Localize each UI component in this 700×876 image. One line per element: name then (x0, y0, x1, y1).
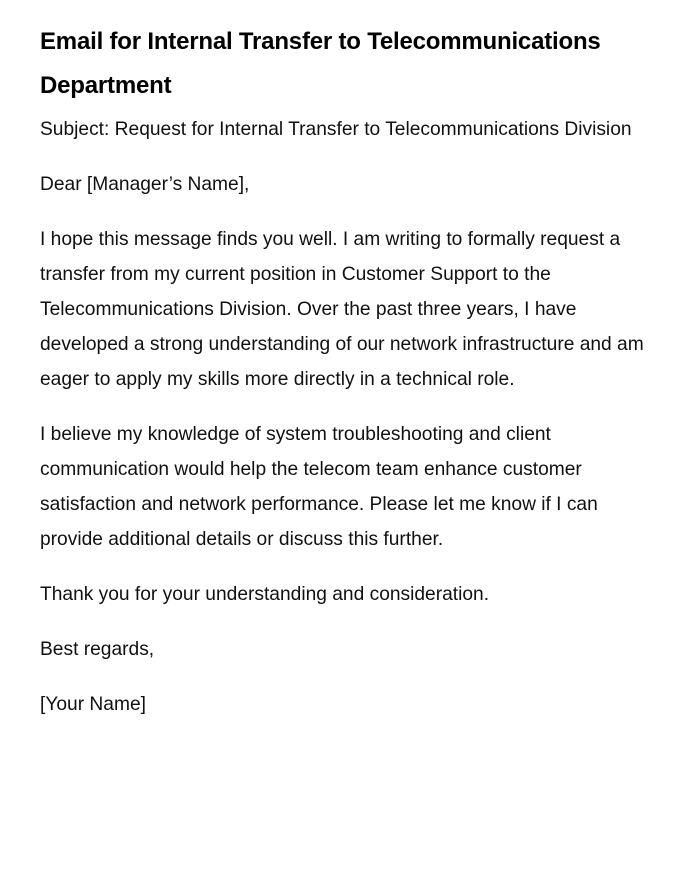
email-body-paragraph-1: I hope this message finds you well. I am writing to formally request a transfer from my current position in Customer Support to the Telecommunications Division. Over the past three years, I have developed a strong understanding of our network infrastructure and am eager to apply my skills more directly in a technical role. (40, 229, 644, 390)
email-signature: [Your Name] (40, 694, 146, 715)
document-title: Email for Internal Transfer to Telecommunications Department (40, 28, 601, 99)
email-closing: Best regards, (40, 639, 155, 660)
email-body-paragraph-2: I believe my knowledge of system troubleshooting and client communication would help the telecom team enhance customer satisfaction and network performance. Please let me know if I can provide additional details or discuss this further. (40, 424, 598, 550)
email-thanks: Thank you for your understanding and consideration. (40, 584, 490, 605)
email-greeting: Dear [Manager’s Name], (40, 174, 250, 195)
email-subject: Subject: Request for Internal Transfer to Telecommunications Division (40, 119, 632, 140)
